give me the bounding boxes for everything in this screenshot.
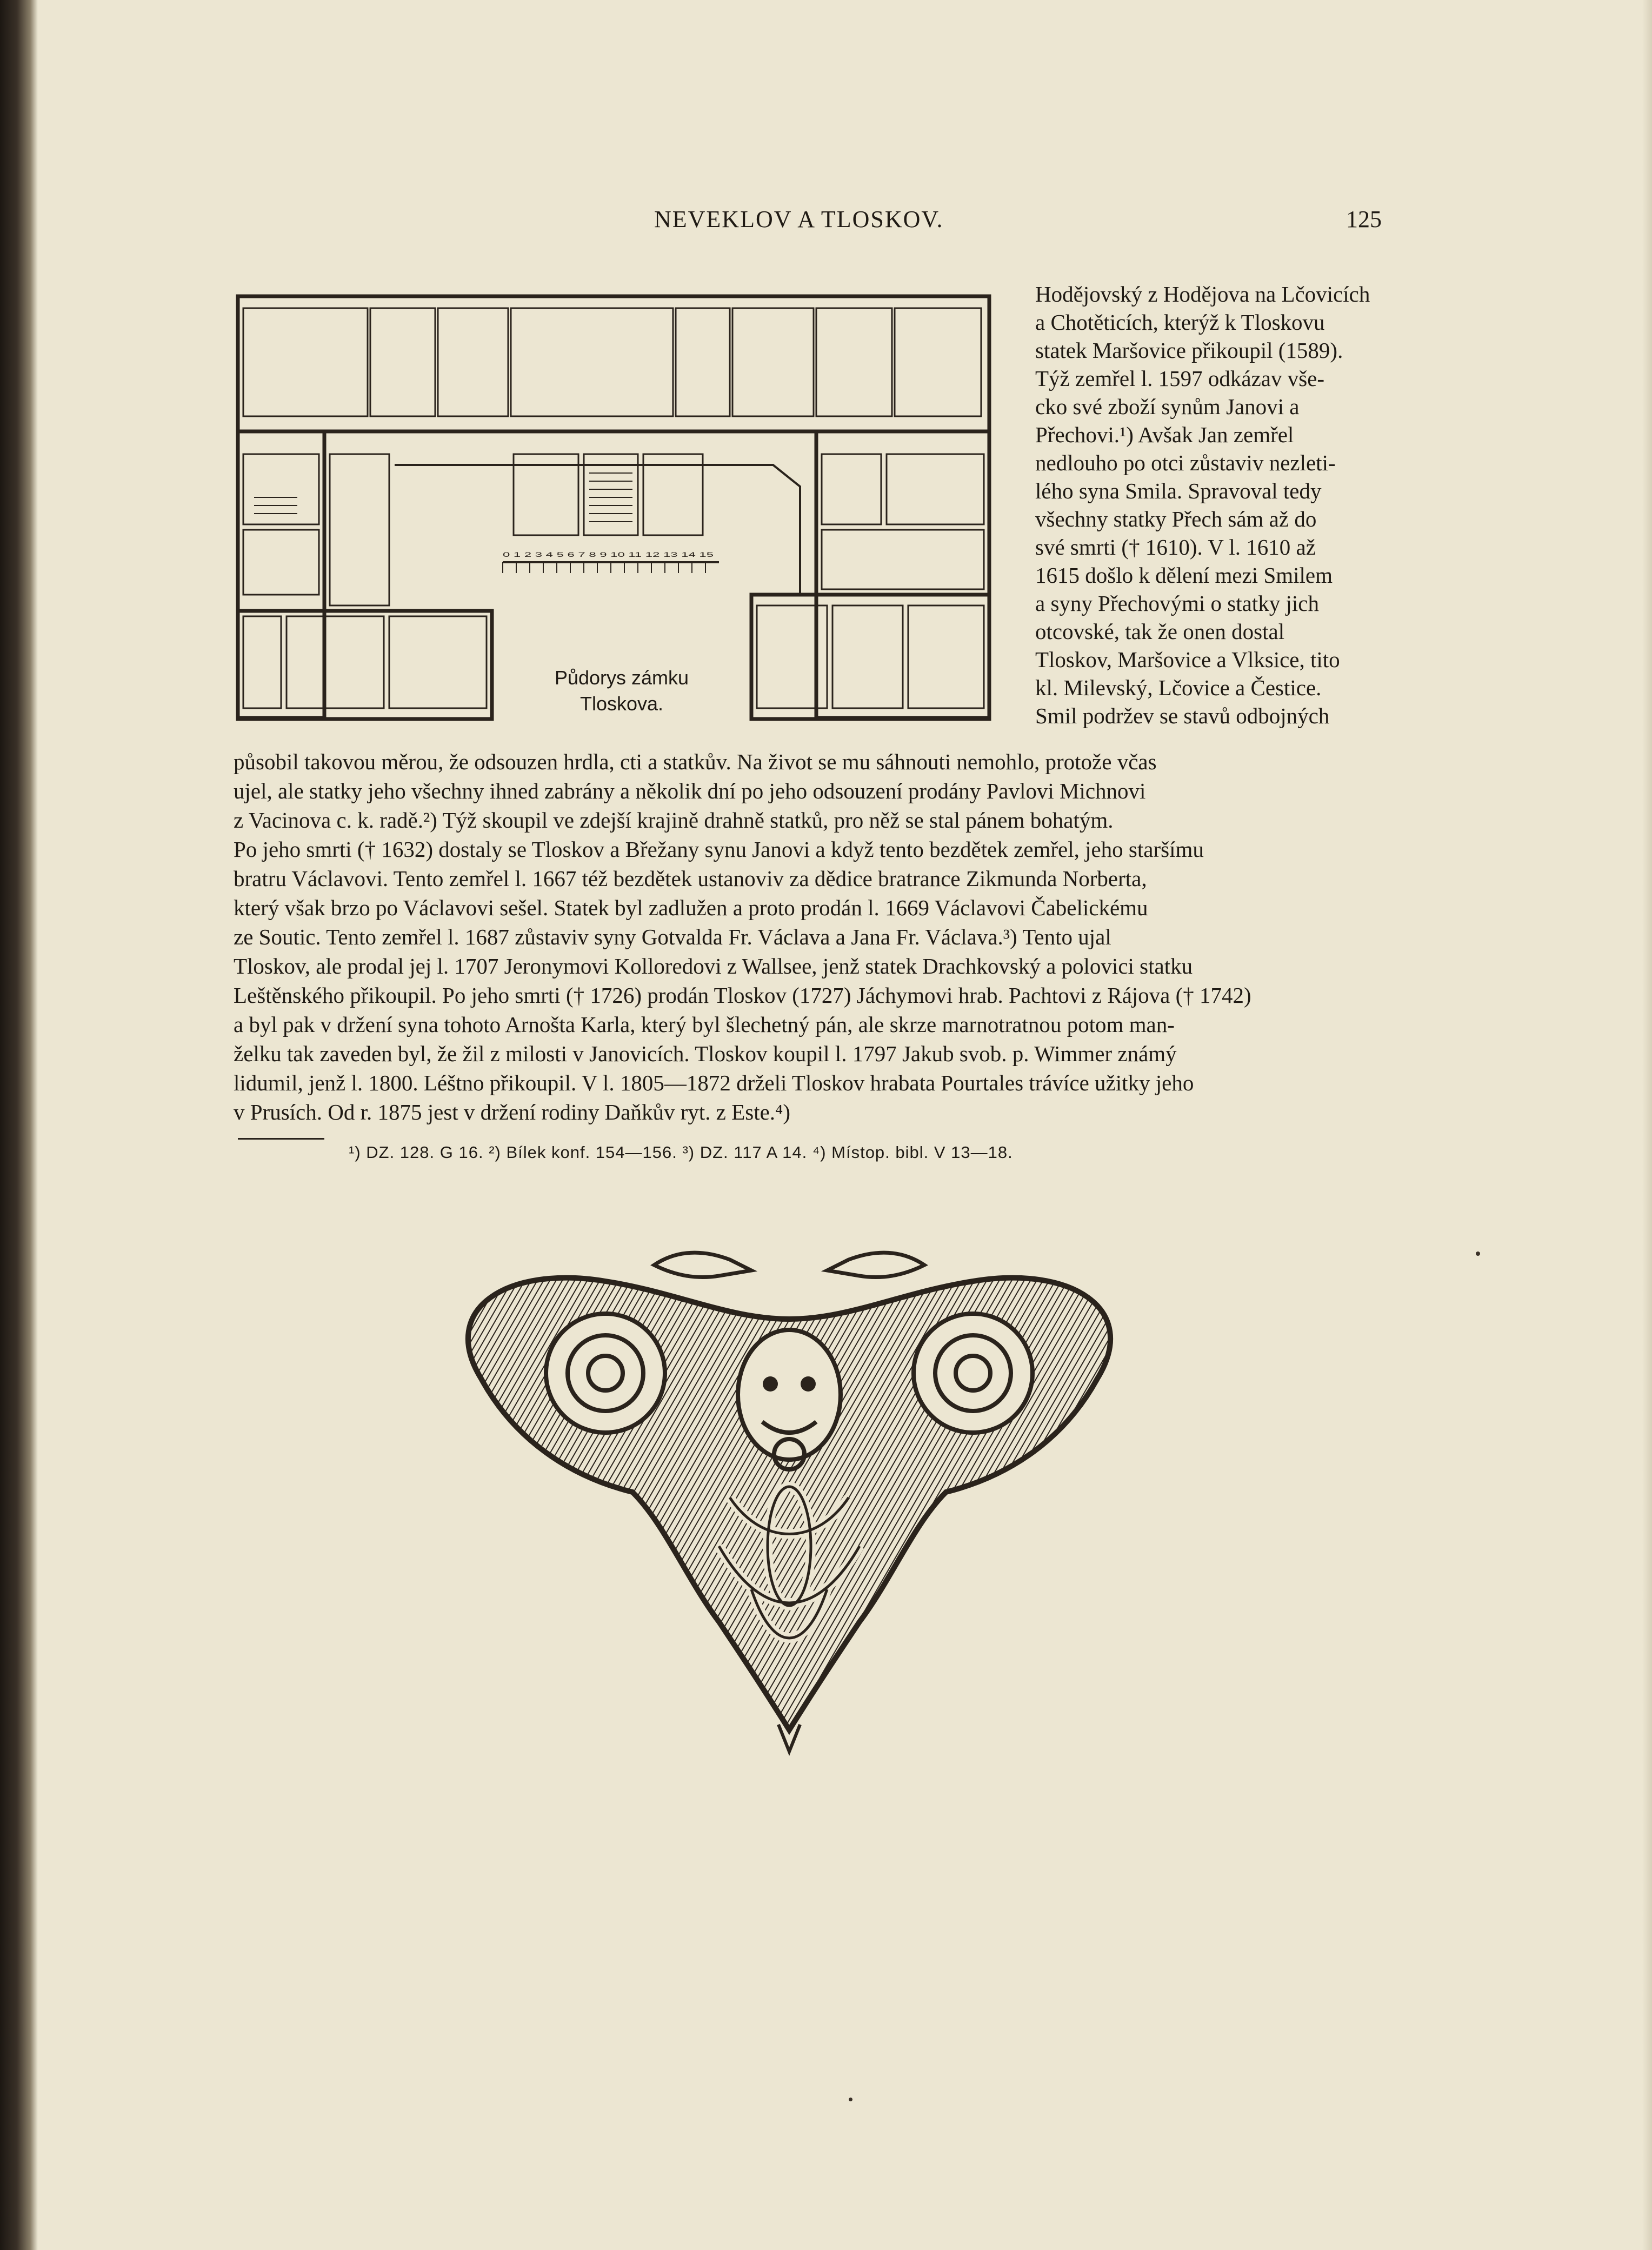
scale-digits: 0 1 2 3 4 5 6 7 8 9 10 11 12 13 14 15 — [503, 551, 714, 558]
text-line: cko své zboží synům Janovi a — [1035, 394, 1300, 419]
ornament-bird-heads — [654, 1253, 924, 1277]
footnote-rule — [238, 1138, 324, 1140]
tailpiece-ornament — [427, 1243, 1151, 1757]
scan-speck — [1476, 1252, 1480, 1256]
text-line: který však brzo po Václavovi sešel. Statek byl zadlužen a proto prodán l. 1669 Václavovi Čabelickému — [234, 895, 1148, 920]
text-line: Tloskov, Maršovice a Vlksice, tito — [1035, 647, 1340, 672]
ornament-left-scroll — [546, 1314, 665, 1433]
text-line: působil takovou měrou, že odsouzen hrdla, cti a statkův. Na život se mu sáhnouti nemohlo, protože včas — [234, 749, 1157, 774]
text-line: bratru Václavovi. Tento zemřel l. 1667 též bezdětek ustanoviv za dědice bratrance Zikmunda Norberta, — [234, 866, 1147, 891]
text-line: Přechovi.¹) Avšak Jan zemřel — [1035, 422, 1294, 447]
caption-line-2: Tloskova. — [579, 693, 664, 715]
running-head: NEVEKLOV A TLOSKOV. — [654, 206, 944, 232]
page-number: 125 — [1346, 206, 1382, 232]
text-line: ujel, ale statky jeho všechny ihned zabrány a několik dní po jeho odsouzení prodány Pavlovi Michnovi — [234, 778, 1146, 803]
text-line: a byl pak v držení syna tohoto Arnošta Karla, který byl šlechetný pán, ale skrze marnotratnou potom man- — [234, 1012, 1175, 1037]
text-line: želku tak zaveden byl, že žil z milosti v Janovicích. Tloskov koupil l. 1797 Jakub svob. p. Wimmer známý — [234, 1041, 1177, 1066]
scan-page-edge — [1642, 0, 1652, 2250]
plan-courtyard-edge — [395, 465, 800, 595]
scan-binding-shadow — [0, 0, 38, 2250]
text-line: ze Soutic. Tento zemřel l. 1687 zůstaviv syny Gotvalda Fr. Václava a Jana Fr. Václava.³) Tento ujal — [234, 924, 1111, 949]
floor-plan-illustration — [232, 292, 995, 724]
text-line: statek Maršovice přikoupil (1589). — [1035, 338, 1343, 363]
text-line: lidumil, jenž l. 1800. Léštno přikoupil. V l. 1805—1872 drželi Tloskov hrabata Pourtales trávíce užitky jeho — [234, 1070, 1194, 1095]
plan-north-wing — [238, 296, 989, 431]
scan-speck — [849, 2098, 852, 2101]
text-line: Tloskov, ale prodal jej l. 1707 Jeronymovi Kolloredovi z Wallsee, jenž statek Drachkovský a polovici statku — [234, 954, 1193, 978]
text-line: lého syna Smila. Spravoval tedy — [1035, 478, 1322, 503]
text-line: z Vacinova c. k. radě.²) Týž skoupil ve zdejší krajině drahně statků, pro něž se stal pánem bohatým. — [234, 808, 1114, 833]
text-line: kl. Milevský, Lčovice a Čestice. — [1035, 675, 1322, 700]
text-line: své smrti († 1610). V l. 1610 až — [1035, 535, 1316, 560]
text-line: otcovské, tak že onen dostal — [1035, 619, 1285, 644]
plan-scale-bar — [503, 551, 719, 573]
text-line: Hodějovský z Hodějova na Lčovicích — [1035, 282, 1370, 307]
text-line: všechny statky Přech sám až do — [1035, 507, 1317, 531]
text-line: a Chotěticích, kterýž k Tloskovu — [1035, 310, 1325, 335]
caption-line-1: Půdorys zámku — [554, 667, 689, 689]
text-line: v Prusích. Od r. 1875 jest v držení rodiny Daňkův ryt. z Este.⁴) — [234, 1100, 791, 1124]
footnotes: ¹) DZ. 128. G 16. ²) Bílek konf. 154—156. ³) DZ. 117 A 14. ⁴) Místop. bibl. V 13—18. — [349, 1143, 1013, 1162]
plan-southwest-block — [238, 611, 492, 719]
plan-southeast-block — [751, 595, 989, 719]
text-line: Po jeho smrti († 1632) dostaly se Tloskov a Břežany synu Janovi a když tento bezdětek zemřel, jeho staršímu — [234, 837, 1204, 862]
ornament-right-scroll — [914, 1314, 1032, 1433]
text-line: Týž zemřel l. 1597 odkázav vše- — [1035, 366, 1325, 391]
text-line: Leštěnského přikoupil. Po jeho smrti († 1726) prodán Tloskov (1727) Jáchymovi hrab. Pachtovi z Rájova († 1742) — [234, 983, 1251, 1008]
text-line: 1615 došlo k dělení mezi Smilem — [1035, 563, 1333, 588]
text-line: Smil podržev se stavů odbojných — [1035, 703, 1330, 728]
side-column-text — [1035, 280, 1408, 730]
text-line: a syny Přechovými o statky jich — [1035, 591, 1319, 616]
text-line: nedlouho po otci zůstaviv nezleti- — [1035, 450, 1336, 475]
floor-plan-caption — [519, 665, 724, 717]
body-text — [234, 747, 1408, 1127]
